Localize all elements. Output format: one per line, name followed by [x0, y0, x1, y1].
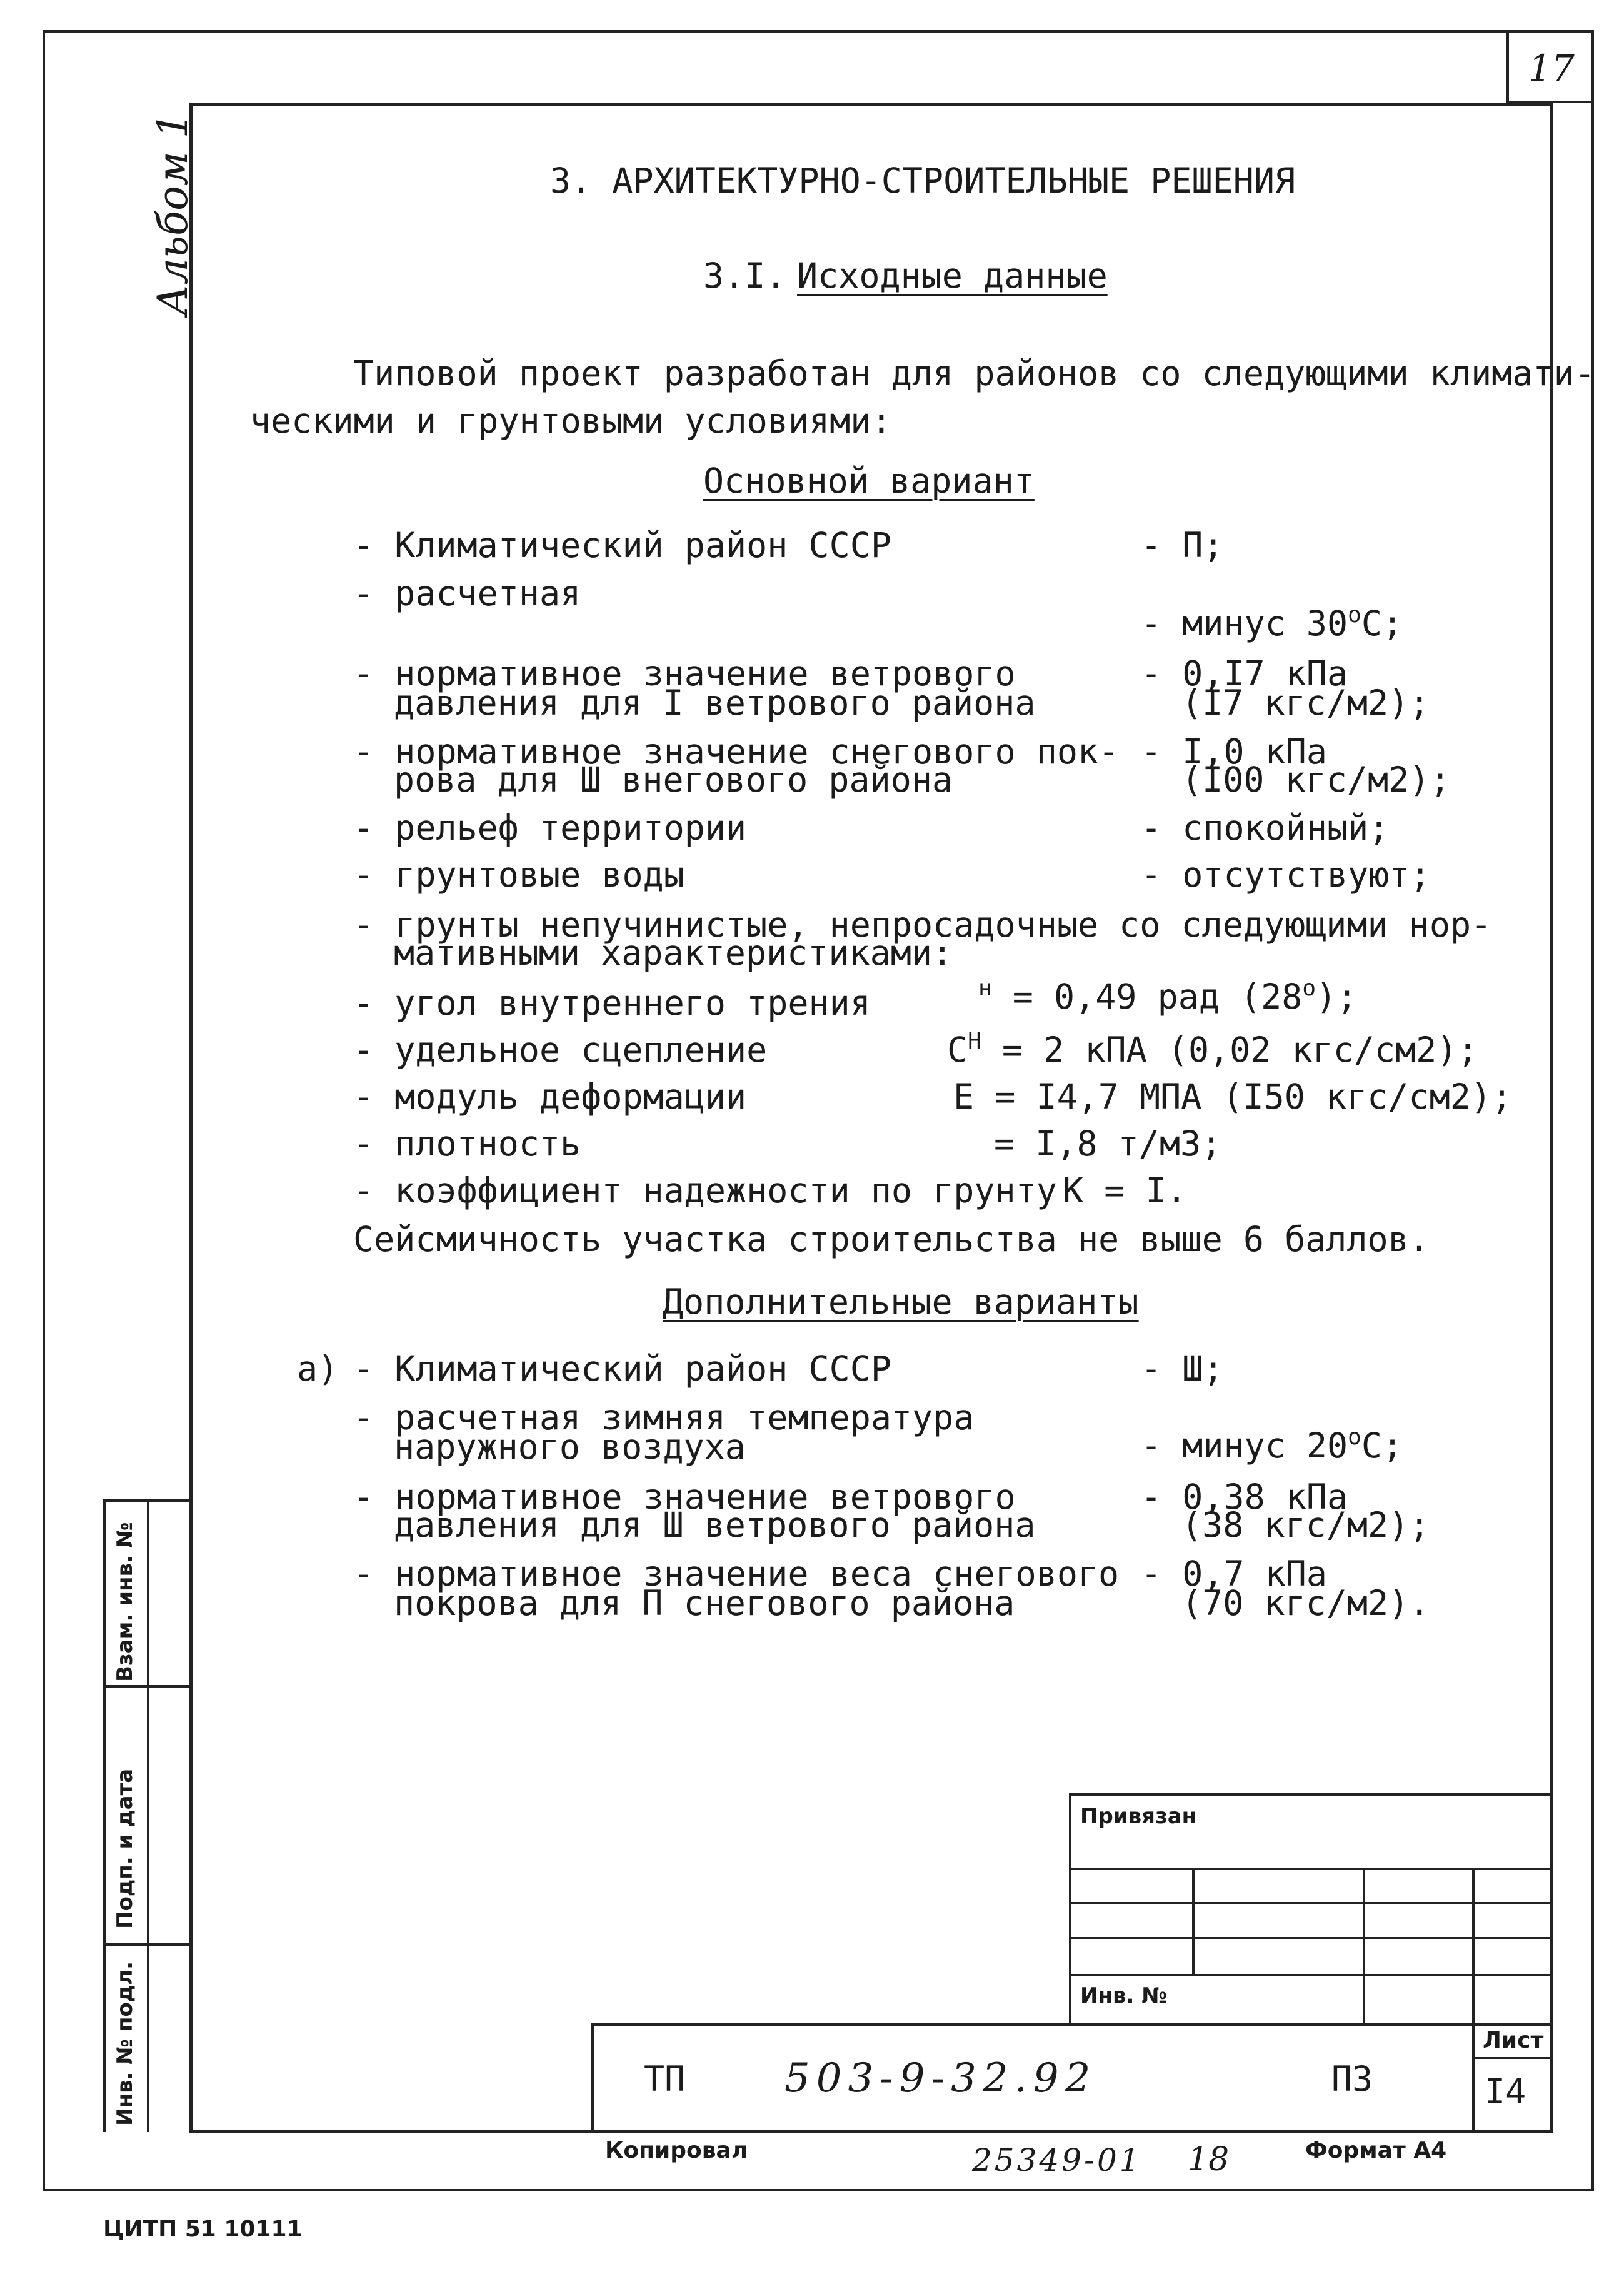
tb-upper-col3	[1472, 1868, 1475, 2132]
list-item-label: покрова для П снегового района	[394, 1583, 1015, 1623]
tb-main-top	[591, 2023, 1551, 2026]
sheet-label: Лист	[1483, 2028, 1544, 2053]
additional-variants-heading: Дополнительные варианты	[663, 1282, 1139, 1322]
inner-frame-bottom	[189, 2130, 1553, 2133]
list-item-value: - спокойный;	[1141, 808, 1390, 848]
list-item-label: давления для I ветрового района	[394, 683, 1036, 723]
section-number: 3.I.	[703, 256, 786, 296]
list-item-label: - нормативное значение снегового пок-	[353, 732, 1120, 772]
list-item-label: давления для Ш ветрового района	[394, 1505, 1036, 1545]
list-item-value: (I00 кгс/м2);	[1181, 760, 1451, 800]
outer-frame-bottom	[43, 2189, 1594, 2191]
seismic-note: Сейсмичность участка строительства не выше 6 баллов.	[353, 1219, 1430, 1259]
list-item-value: - минус $20^оС$;	[1141, 1424, 1403, 1466]
list-item-label: - грунты непучинистые, непросадочные со следующими нор-	[353, 905, 1492, 945]
list-item-value: - 0,7 кПа	[1141, 1554, 1328, 1594]
inner-frame-right	[1550, 103, 1553, 2133]
stamp-col-top	[103, 1499, 191, 1502]
page-title: 3. АРХИТЕКТУРНО-СТРОИТЕЛЬНЫЕ РЕШЕНИЯ	[550, 161, 1296, 201]
list-item-value: $С^Н = 2$ кПА (0,02 кгс/см2);	[947, 1029, 1478, 1070]
tb-upper-left	[1069, 1793, 1071, 2025]
tb-upper-row1	[1069, 1868, 1551, 1870]
list-item-value: - отсутствуют;	[1141, 855, 1431, 895]
list-item-value: - минус $30^оС$;	[1141, 602, 1403, 643]
album-label: Альбом 1	[149, 112, 197, 316]
tb-upper-row2	[1069, 1902, 1551, 1904]
list-item-label: - Климатический район СССР	[353, 525, 891, 565]
list-item-label: - коэффициент надежности по грунту	[353, 1170, 1057, 1210]
format-label: Формат А4	[1305, 2138, 1447, 2163]
intro-line-1: Типовой проект разработан для районов со следующими климати-	[353, 353, 1595, 393]
list-item-label: - плотность	[353, 1124, 581, 1164]
series-code: ТП	[644, 2059, 686, 2099]
tb-upper-row3	[1069, 1937, 1551, 1939]
footer-page-number: 18	[1188, 2141, 1230, 2178]
list-item-value: Е = I4,7 МПА (I50 кгс/см2);	[953, 1077, 1513, 1117]
tb-upper-top	[1069, 1793, 1551, 1796]
section-code: ПЗ	[1331, 2059, 1373, 2099]
project-code: 503-9-32.92	[784, 2055, 1097, 2101]
stamp-col-div2	[103, 1943, 191, 1946]
list-item-label: - нормативное значение ветрового	[353, 1477, 1016, 1517]
section-heading: Исходные данные	[797, 256, 1108, 296]
list-item-label: - модуль деформации	[353, 1077, 747, 1117]
bound-label: Привязан	[1080, 1804, 1197, 1829]
list-item-label: - нормативное значение ветрового	[353, 653, 1016, 693]
intro-line-2: ческими и грунтовыми условиями:	[250, 401, 892, 441]
stamp-label-substitute-inv: Взам. инв. №	[113, 1522, 138, 1682]
list-item-value: = I,8 т/м3;	[994, 1124, 1222, 1164]
inner-frame-top	[189, 103, 1552, 106]
list-item-value: $^н$ = 0,49 рад $(28^о)$;	[978, 975, 1358, 1017]
stamp-label-original-inv: Инв. № подл.	[113, 1961, 138, 2126]
list-item-value: (70 кгс/м2).	[1181, 1583, 1430, 1623]
stamp-col-div1	[103, 1685, 191, 1688]
outer-frame-top	[43, 30, 1594, 33]
list-item-label: - рельеф территории	[353, 808, 747, 848]
list-item-label: мативными характеристиками:	[394, 933, 953, 973]
inner-frame-left	[189, 103, 193, 2133]
list-item-value: - П;	[1141, 525, 1224, 565]
list-item-value: - 0,I7 кПа	[1141, 653, 1348, 693]
print-mark: ЦИТП 51 10111	[103, 2216, 303, 2242]
list-item-value: - Ш;	[1141, 1349, 1224, 1389]
tb-upper-col1	[1192, 1868, 1195, 1974]
list-item-label: наружного воздуха	[394, 1427, 746, 1467]
list-item-value: К = I.	[1063, 1170, 1187, 1210]
corner-box-left	[1506, 31, 1509, 103]
list-item-value: - I,0 кПа	[1141, 732, 1328, 772]
variant-marker: а)	[297, 1349, 339, 1389]
stamp-label-signature-date: Подп. и дата	[113, 1768, 138, 1929]
list-item-label: рова для Ш внегового района	[394, 760, 953, 800]
list-item-value: (I7 кгс/м2);	[1181, 683, 1430, 723]
list-item-label: - нормативное значение веса снегового	[353, 1554, 1120, 1594]
main-variant-heading: Основной вариант	[703, 461, 1035, 501]
sheet-number: I4	[1485, 2071, 1526, 2111]
list-item-value: - 0,38 кПа	[1141, 1477, 1348, 1517]
list-item-label: - грунтовые воды	[353, 855, 684, 895]
list-item-value: (38 кгс/м2);	[1181, 1505, 1430, 1545]
corner-page-number: 17	[1528, 47, 1575, 89]
list-item-label: - угол внутреннего трения	[353, 983, 871, 1023]
outer-frame-left	[43, 30, 45, 2191]
copied-label: Копировал	[605, 2138, 748, 2163]
stamp-col-mid	[147, 1499, 149, 2132]
list-item-label: - Климатический район СССР	[353, 1349, 891, 1389]
list-item-label: - расчетная	[353, 573, 581, 613]
tb-main-left	[591, 2023, 594, 2132]
inv-label: Инв. №	[1080, 1983, 1168, 2008]
list-item-label: - расчетная зимняя температура	[353, 1397, 975, 1437]
tb-upper-col2	[1363, 1868, 1365, 2025]
corner-box-bottom	[1506, 101, 1593, 103]
stamp-col-left	[103, 1499, 106, 2132]
list-item-label: - удельное сцепление	[353, 1030, 768, 1070]
tb-sheet-divider	[1472, 2057, 1551, 2059]
order-number: 25349-01	[972, 2142, 1142, 2178]
tb-upper-row4	[1069, 1974, 1551, 1976]
